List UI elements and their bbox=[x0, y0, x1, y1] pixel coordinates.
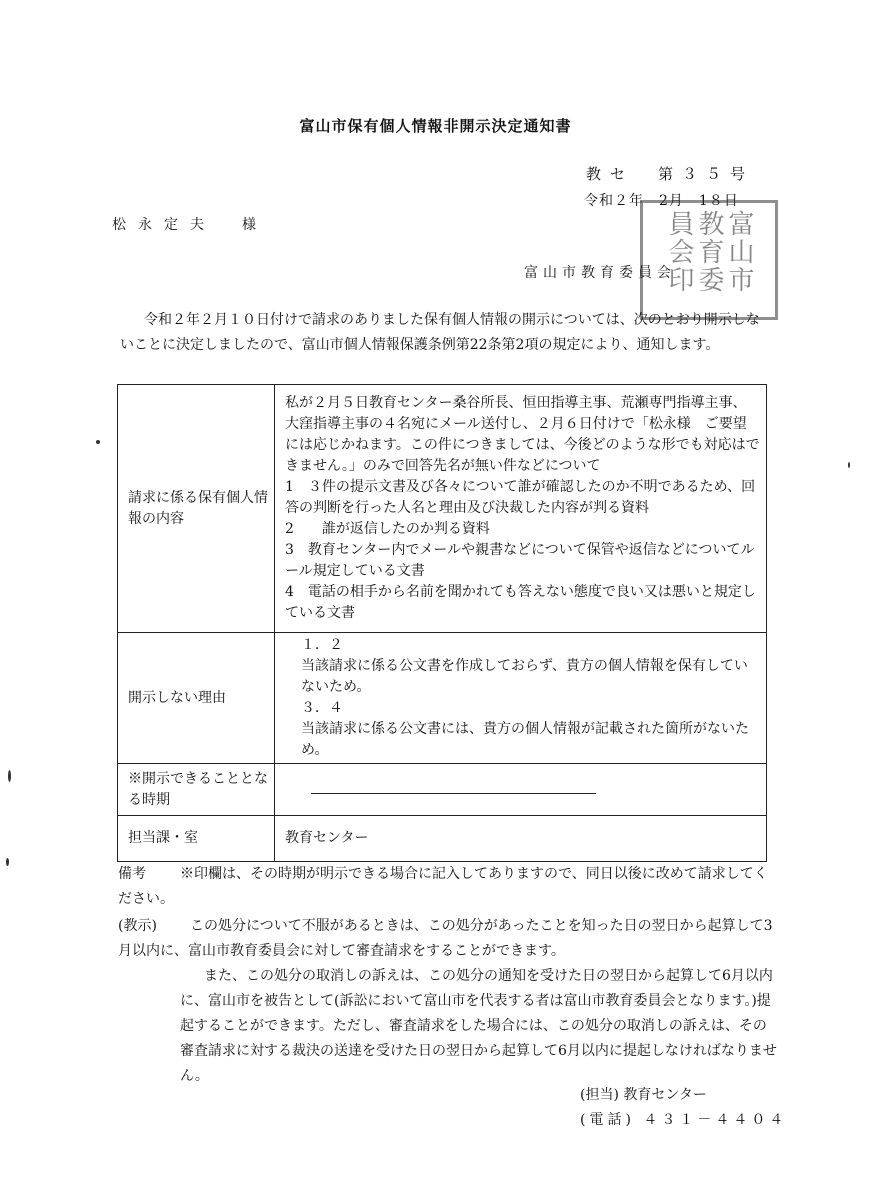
blank-line bbox=[311, 779, 596, 794]
document-date: 令和２年 2月 1８日 bbox=[584, 193, 739, 209]
content-line: 4 電話の相手から名前を聞かれても答えない態度で良い又は悪いと規定している文書 bbox=[285, 584, 756, 621]
kyoji-text-1: この処分について不服があるときは、この処分があったことを知った日の翌日から起算して3月以内に、富山市教育委員会に対して審査請求をすることができます。 bbox=[118, 918, 773, 959]
table-row bbox=[118, 764, 767, 816]
content-line: 当該請求に係る公文書を作成しておらず、貴方の個人情報を保有していないため。 bbox=[301, 658, 748, 695]
table-row bbox=[118, 633, 767, 764]
document-title: 富山市保有個人情報非開示決定通知書 bbox=[299, 117, 572, 135]
content-line: ３．４ bbox=[301, 700, 343, 716]
biko-block bbox=[118, 862, 778, 912]
disclosure-table bbox=[117, 384, 767, 862]
official-seal-stamp: 富山市 教育委 員会印 bbox=[640, 200, 778, 320]
issuer: 富山市教育委員会 bbox=[524, 265, 676, 281]
scan-speck bbox=[8, 770, 11, 782]
contact-block bbox=[580, 1083, 787, 1133]
contact-phone: (電話) ４３１－４４０４ bbox=[580, 1112, 788, 1128]
row-content bbox=[275, 816, 767, 862]
content-line: 当該請求に係る公文書には、貴方の個人情報が記載された箇所がないため。 bbox=[301, 721, 749, 758]
document-number: 教セ 第３５号 bbox=[586, 165, 755, 183]
content-line: 教育センター bbox=[285, 830, 369, 846]
row-content bbox=[275, 764, 767, 816]
content-line: １．２ bbox=[301, 637, 343, 653]
content-line: 2 誰が返信したのか判る資料 bbox=[285, 521, 490, 537]
kyoji-text-2: また、この処分の取消しの訴えは、この処分の通知を受けた日の翌日から起算して6月以内に、富山市を被告として(訴訟において富山市を代表する者は富山市教育委員会となります。)提起することができます。ただし、審査請求をした場合には、この処分の取消しの訴えは、その審査請求に対する裁決の送達を受けた日の翌日から起算して6月以内に提起しなければなりません。 bbox=[180, 968, 777, 1084]
kyoji-label: (教示) bbox=[118, 918, 157, 934]
row-label: ※開示できることとなる時期 bbox=[118, 764, 275, 816]
addressee: 松永定夫 様 bbox=[112, 217, 268, 233]
row-content bbox=[275, 633, 767, 764]
row-label: 開示しない理由 bbox=[118, 633, 275, 764]
biko-text: ※印欄は、その時期が明示できる場合に記入してありますので、同日以後に改めて請求してください。 bbox=[118, 866, 768, 907]
biko-label: 備考 bbox=[118, 866, 146, 882]
scan-speck bbox=[96, 440, 100, 444]
row-label: 担当課・室 bbox=[118, 816, 275, 862]
scan-speck bbox=[848, 462, 850, 468]
content-line: 3 教育センター内でメールや親書などについて保管や返信などについてルール規定している文書 bbox=[285, 542, 755, 579]
contact-dept: (担当) 教育センター bbox=[580, 1087, 707, 1103]
kyoji-block bbox=[118, 914, 778, 964]
content-line: 1 ３件の提示文書及び各々について誰が確認したのか不明であるため、回答の判断を行った人名と理由及び決裁した内容が判る資料 bbox=[285, 479, 756, 516]
table-row bbox=[118, 816, 767, 862]
table-row bbox=[118, 385, 767, 633]
content-line: 私が２月５日教育センター桑谷所長、恒田指導主事、荒瀬専門指導主事、大窪指導主事の４名宛にメール送付し、２月６日付けで「松永様 ご要望には応じかねます。この件につきましては、今後どのような形でも対応はできません。」のみで回答先名が無い件などについて bbox=[285, 395, 760, 474]
row-label: 請求に係る保有個人情報の内容 bbox=[118, 385, 275, 633]
scan-speck bbox=[6, 858, 9, 866]
intro-paragraph: 令和２年２月１０日付けで請求のありました保有個人情報の開示については、次のとおり開示しないことに決定しましたので、富山市個人情報保護条例第22条第2項の規定により、通知します。 bbox=[120, 312, 760, 353]
row-content bbox=[275, 385, 767, 633]
remarks-section bbox=[118, 862, 778, 1089]
